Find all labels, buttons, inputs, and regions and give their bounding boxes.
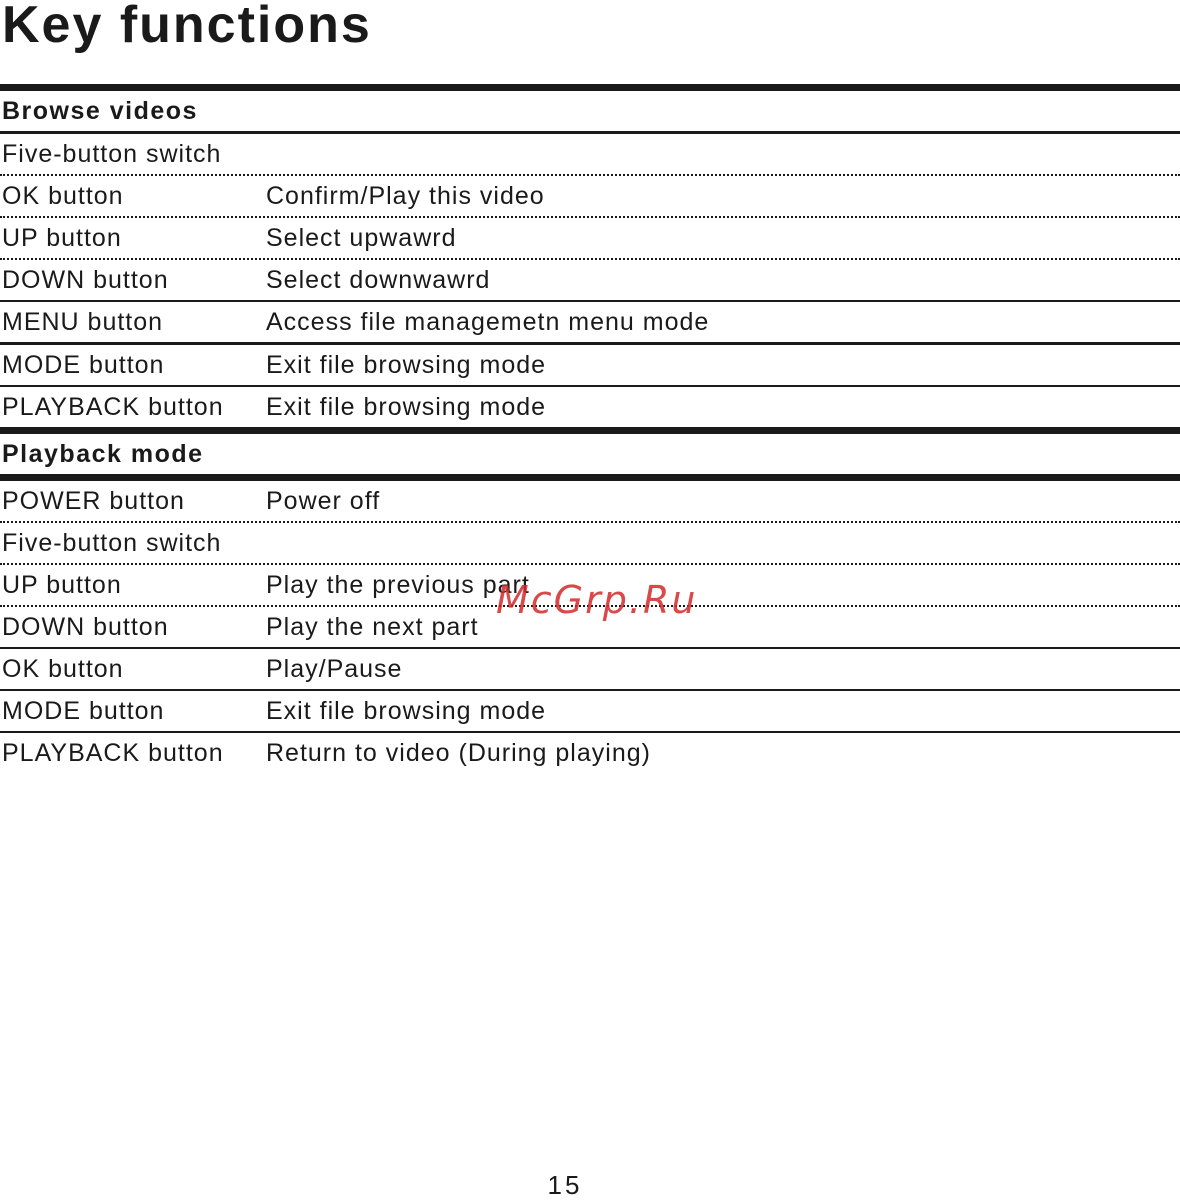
- key-name: PLAYBACK button: [2, 393, 224, 421]
- key-name: OK button: [2, 182, 124, 210]
- key-name: MODE button: [2, 697, 165, 725]
- table-row: [0, 481, 1180, 521]
- table-row: [0, 134, 1180, 174]
- section-heading-playback-mode: [0, 434, 1180, 474]
- key-description: Access file managemetn menu mode: [266, 308, 710, 336]
- page-number: 15: [547, 1170, 583, 1200]
- key-description: Select downwawrd: [266, 266, 491, 294]
- table-row: [0, 176, 1180, 216]
- key-name: Five-button switch: [2, 140, 222, 168]
- key-description: Play/Pause: [266, 655, 403, 683]
- watermark: McGrp.Ru: [496, 578, 698, 622]
- key-name: DOWN button: [2, 613, 169, 641]
- table-row: [0, 302, 1180, 342]
- table-row: [0, 691, 1180, 731]
- key-name: OK button: [2, 655, 124, 683]
- key-description: Power off: [266, 487, 381, 515]
- key-description: Confirm/Play this video: [266, 182, 545, 210]
- table-row: [0, 649, 1180, 689]
- page-title: Key functions: [2, 0, 372, 54]
- section-divider: [0, 427, 1180, 434]
- section-heading-label: Browse videos: [2, 97, 198, 125]
- key-description: Return to video (During playing): [266, 739, 651, 767]
- table-row: [0, 260, 1180, 300]
- section-heading-browse-videos: [0, 91, 1180, 131]
- key-name: UP button: [2, 571, 122, 599]
- key-name: DOWN button: [2, 266, 169, 294]
- key-description: Exit file browsing mode: [266, 351, 547, 379]
- section-heading-label: Playback mode: [2, 440, 204, 468]
- section-divider: [0, 474, 1180, 481]
- key-name: MENU button: [2, 308, 164, 336]
- key-description: Play the previous part: [266, 571, 530, 599]
- key-description: Exit file browsing mode: [266, 393, 547, 421]
- key-description: Exit file browsing mode: [266, 697, 547, 725]
- key-description: Select upwawrd: [266, 224, 457, 252]
- table-row: [0, 218, 1180, 258]
- key-name: UP button: [2, 224, 122, 252]
- key-name: Five-button switch: [2, 529, 222, 557]
- key-name: MODE button: [2, 351, 165, 379]
- key-name: PLAYBACK button: [2, 739, 224, 767]
- key-description: Play the next part: [266, 613, 479, 641]
- table-row: [0, 345, 1180, 385]
- key-functions-table: [0, 84, 1180, 773]
- section-divider: [0, 84, 1180, 91]
- key-name: POWER button: [2, 487, 185, 515]
- table-row: [0, 733, 1180, 773]
- table-row: [0, 387, 1180, 427]
- table-row: [0, 523, 1180, 563]
